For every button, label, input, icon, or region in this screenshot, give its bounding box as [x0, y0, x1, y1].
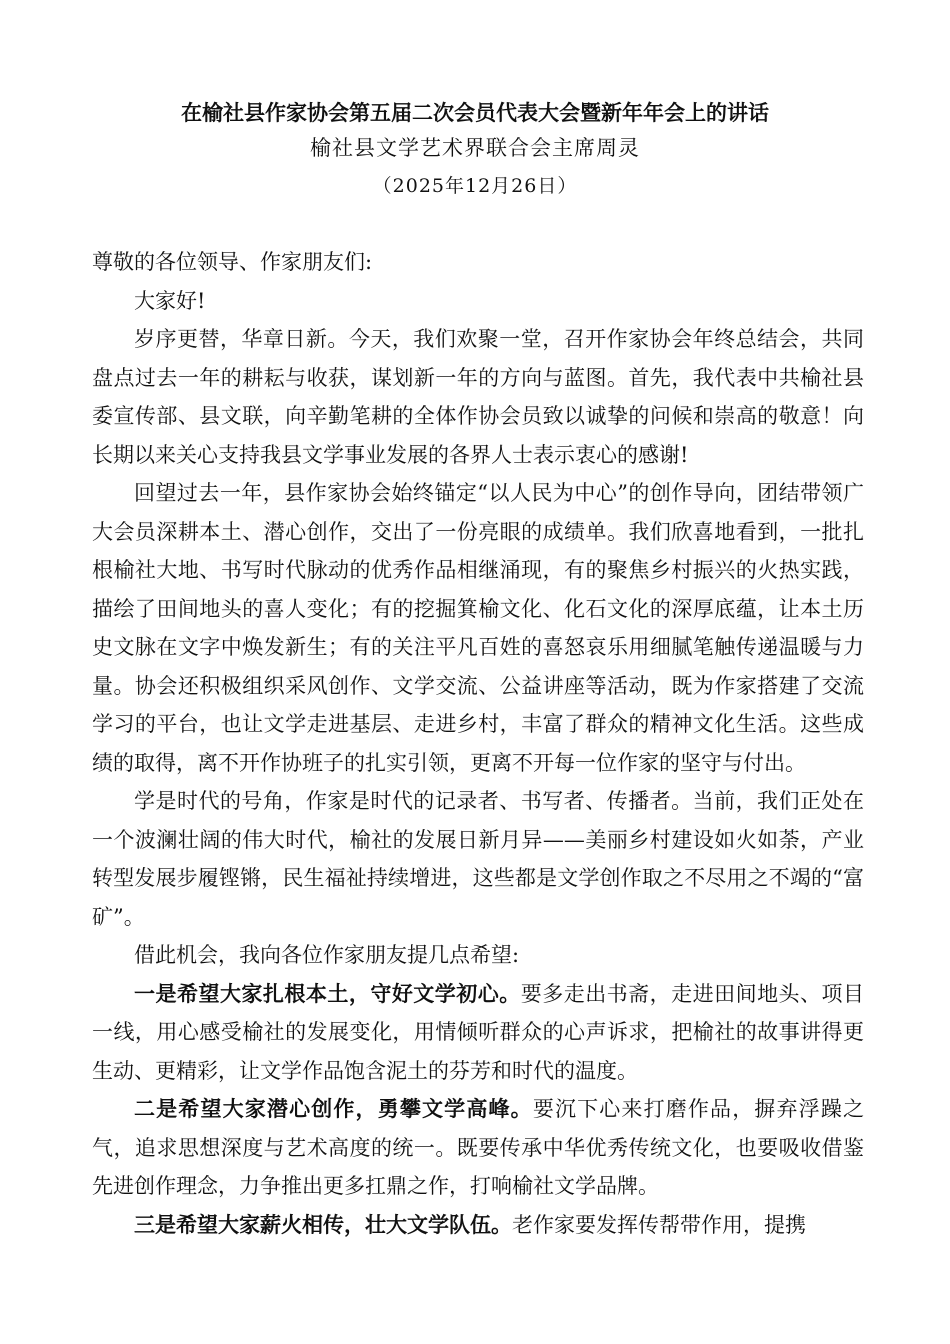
hope-item-3	[92, 1206, 864, 1245]
author-line: 榆社县文学艺术界联合会主席周灵	[310, 136, 640, 160]
salutation: 尊敬的各位领导、作家朋友们:	[92, 250, 373, 274]
paragraph-era: 学是时代的号角，作家是时代的记录者、书写者、传播者。当前，我们正处在一个波澜壮阔的伟大时代，榆社的发展日新月异——美丽乡村建设如火如荼，产业转型发展步履铿锵，民生福祉持续增进，这些都是文学创作取之不尽用之不竭的“富矿”。	[92, 789, 864, 929]
speech-body	[92, 243, 864, 1244]
hope-lead-3: 三是希望大家薪火相传，壮大文学队伍。	[134, 1211, 512, 1237]
hope-lead-2: 二是希望大家潜心创作，勇攀文学高峰。	[134, 1096, 533, 1121]
date-line: （2025年12月26日）	[372, 175, 578, 197]
hope-text-2: 要沉下心来打磨作品，摒弃浮躁之气，追求思想深度与艺术高度的统一。既要传承中华优秀传统文化，也要吸收借鉴先进创作理念，力争推出更多扛鼎之作，打响榆社文学品牌。	[92, 1097, 864, 1198]
paragraph-review: 回望过去一年，县作家协会始终锚定“以人民为中心”的创作导向，团结带领广大会员深耕本土、潜心创作，交出了一份亮眼的成绩单。我们欣喜地看到，一批扎根榆社大地、书写时代脉动的优秀作品相继涌现，有的聚焦乡村振兴的火热实践，描绘了田间地头的喜人变化；有的挖掘箕榆文化、化石文化的深厚底蕴，让本土历史文脉在文字中焕发新生；有的关注平凡百姓的喜怒哀乐用细腻笔触传递温暖与力量。协会还积极组织采风创作、文学交流、公益讲座等活动，既为作家搭建了交流学习的平台，也让文学走进基层、走进乡村，丰富了群众的精神文化生活。这些成绩的取得，离不开作协班子的扎实引领，更离不开每一位作家的坚守与付出。	[92, 481, 864, 775]
greeting: 大家好!	[134, 288, 206, 313]
paragraph-opening: 岁序更替，华章日新。今天，我们欢聚一堂，召开作家协会年终总结会，共同盘点过去一年的耕耘与收获，谋划新一年的方向与蓝图。首先，我代表中共榆社县委宣传部、县文联，向辛勤笔耕的全体作协会员致以诚挚的问候和崇高的敬意！向长期以来关心支持我县文学事业发展的各界人士表示衷心的感谢!	[92, 327, 864, 467]
hope-item-1	[92, 975, 864, 1091]
paragraph-hopes-intro: 借此机会，我向各位作家朋友提几点希望:	[134, 943, 520, 967]
hope-text-1: 要多走出书斋，走进田间地头、项目一线，用心感受榆社的发展变化，用情倾听群众的心声诉求，把榆社的故事讲得更生动、更精彩，让文学作品饱含泥土的芬芳和时代的温度。	[92, 981, 865, 1083]
hope-text-3: 老作家要发挥传帮带作用，提携	[512, 1212, 806, 1237]
hope-lead-1: 一是希望大家扎根本土，守好文学初心。	[134, 980, 521, 1006]
document-title: 在榆社县作家协会第五届二次会员代表大会暨新年年会上的讲话	[181, 100, 769, 125]
hope-item-2	[92, 1090, 864, 1206]
